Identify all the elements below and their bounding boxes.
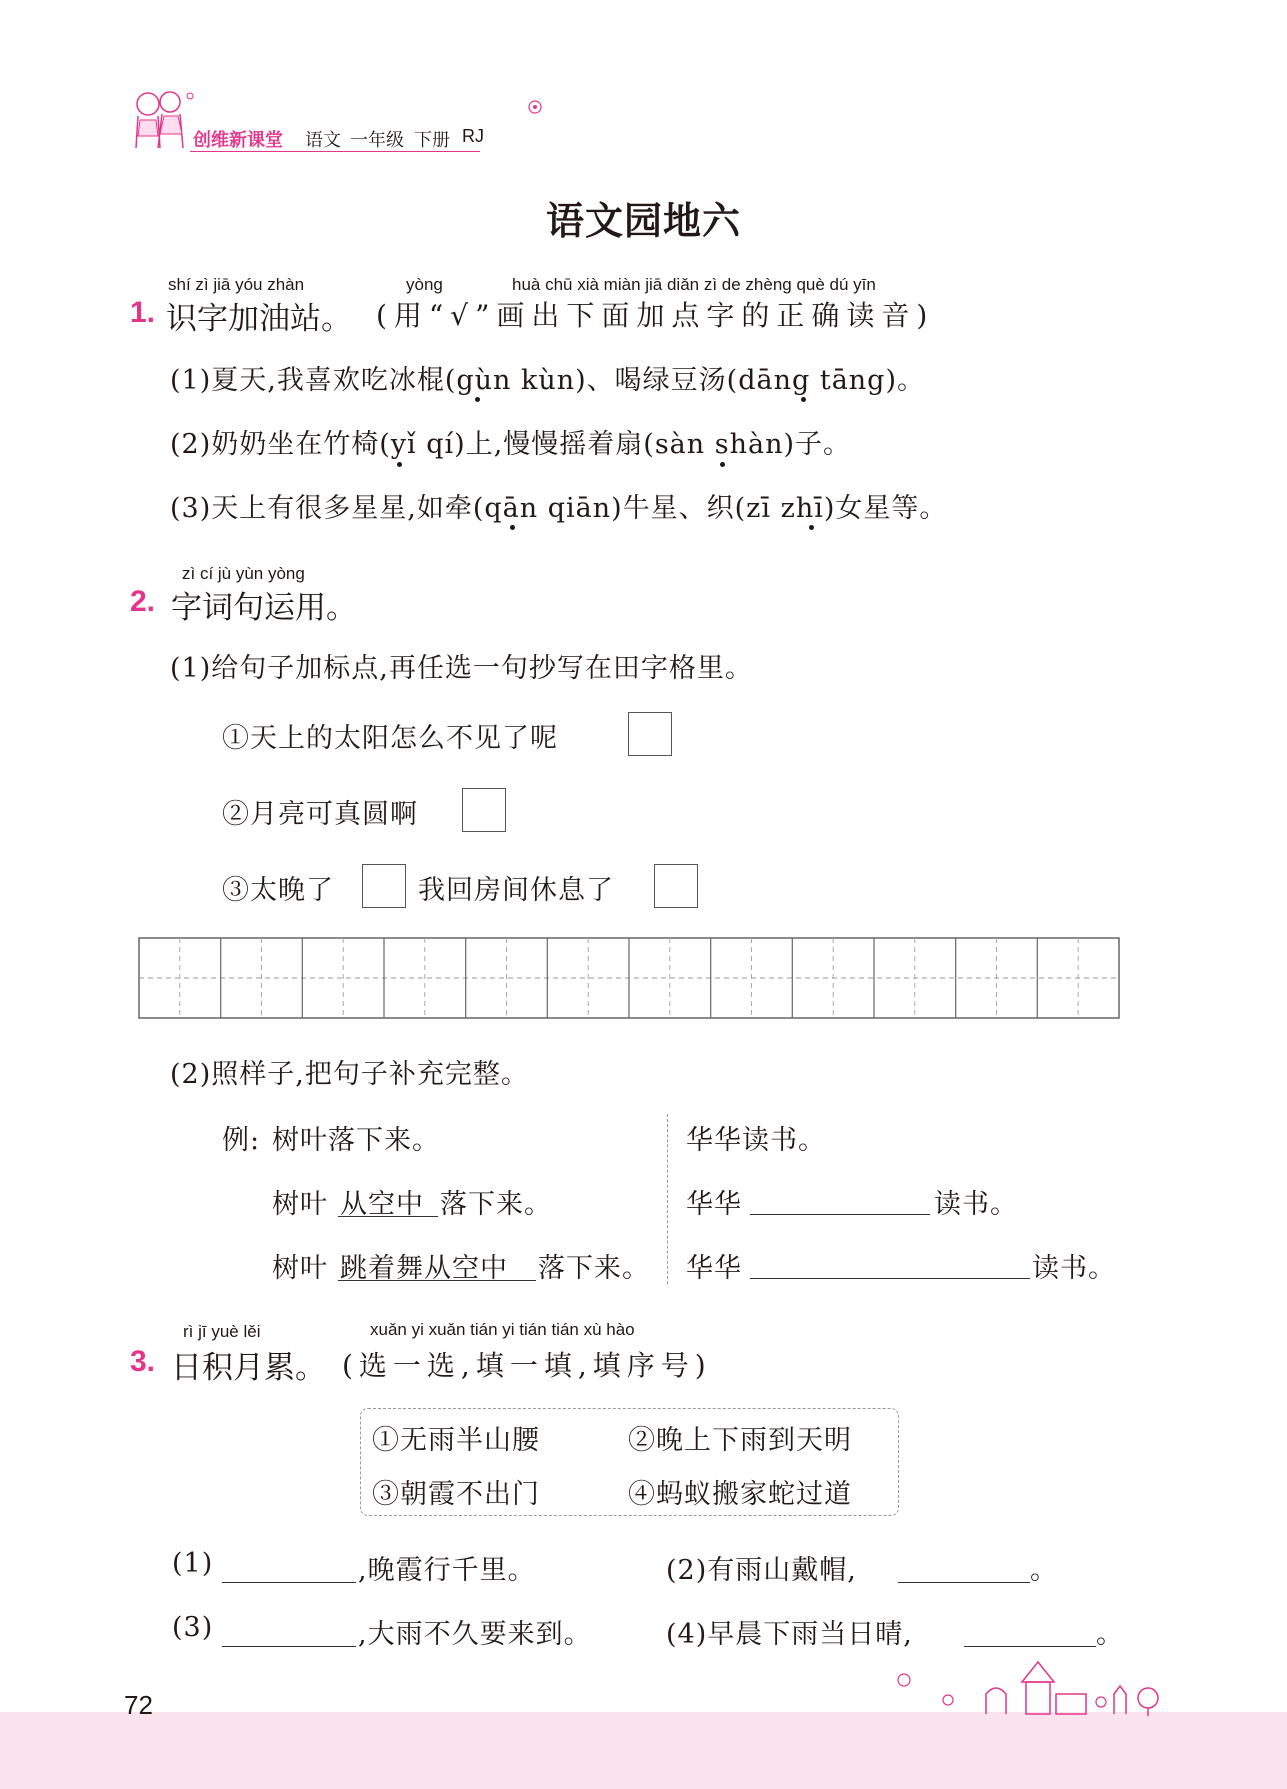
option-3: ③朝霞不出门: [372, 1479, 540, 1510]
header-edition: RJ: [462, 126, 484, 146]
q2-sentence-1: ①天上的太阳怎么不见了呢: [222, 723, 558, 754]
fill-1-pre: (1): [172, 1548, 214, 1579]
fill-2-pre: (2)有雨山戴帽,: [666, 1555, 857, 1586]
emphasis-dot: [475, 397, 480, 402]
tianzige-grid[interactable]: [138, 937, 1122, 1021]
header-divider: [190, 151, 480, 152]
punctuation-box[interactable]: [654, 864, 698, 908]
q1-instruction-pinyin: huà chū xià miàn jiā diǎn zì de zhèng què dú yīn: [512, 275, 876, 294]
practice-line-2-post: 读书。: [934, 1189, 1018, 1220]
emphasis-dot: [720, 462, 725, 467]
q2-part1-instruction: (1)给句子加标点,再任选一句抄写在田字格里。: [170, 653, 753, 684]
practice-line-2-pre: 华华: [686, 1189, 742, 1220]
column-divider: [667, 1114, 668, 1284]
fill-4-pre: (4)早晨下雨当日晴,: [666, 1619, 913, 1650]
q3-number: 3.: [130, 1345, 156, 1378]
example-line-3-underlined: 跳着舞从空中: [340, 1253, 508, 1284]
q1-title: 识字加油站。: [166, 301, 352, 336]
brand-name: 创维新课堂: [193, 130, 283, 150]
q2-sentence-3b: 我回房间休息了: [418, 875, 614, 906]
page-title: 语文园地六: [545, 201, 741, 243]
emphasis-dot: [801, 397, 806, 402]
punctuation-box[interactable]: [628, 712, 672, 756]
practice-line-3-pre: 华华: [686, 1253, 742, 1284]
fill-4-post: 。: [1096, 1619, 1124, 1650]
page-number: 72: [124, 1690, 153, 1720]
answer-blank[interactable]: [750, 1278, 1030, 1279]
q3-title-pinyin: rì jī yuè lěi: [183, 1322, 261, 1341]
answer-blank[interactable]: [222, 1582, 356, 1583]
example-label: 例:: [222, 1125, 261, 1156]
example-line-2-underlined: 从空中: [340, 1189, 424, 1220]
emphasis-dot: [809, 525, 814, 530]
q2-part2-instruction: (2)照样子,把句子补充完整。: [170, 1059, 529, 1090]
punctuation-box[interactable]: [362, 864, 406, 908]
example-line-2-post: 落下来。: [440, 1189, 552, 1220]
q3-title: 日积月累。: [171, 1350, 326, 1385]
q3-instruction-pinyin: xuǎn yi xuǎn tián yi tián tián xù hào: [370, 1320, 635, 1339]
example-line-1: 树叶落下来。: [272, 1125, 440, 1156]
emphasis-dot: [510, 525, 515, 530]
option-2: ②晚上下雨到天明: [628, 1425, 852, 1456]
underline: [338, 1216, 438, 1217]
q2-sentence-3a: ③太晚了: [222, 875, 334, 906]
header-volume: 下册: [414, 130, 450, 150]
answer-blank[interactable]: [964, 1646, 1096, 1647]
practice-line-3-post: 读书。: [1032, 1253, 1116, 1284]
fill-1-post: ,晚霞行千里。: [358, 1555, 536, 1586]
practice-line-1: 华华读书。: [686, 1125, 826, 1156]
footer-band: [0, 1712, 1287, 1789]
option-4: ④蚂蚁搬家蛇过道: [628, 1479, 852, 1510]
header-subject: 语文: [305, 130, 341, 150]
q1-item-1: (1)夏天,我喜欢吃冰棍(gùn kùn)、喝绿豆汤(dāng tāng)。: [170, 365, 926, 396]
example-line-2-pre: 树叶: [272, 1189, 328, 1220]
q1-number: 1.: [130, 296, 156, 329]
example-line-3-post: 落下来。: [538, 1253, 650, 1284]
q2-number: 2.: [130, 585, 156, 618]
punctuation-box[interactable]: [462, 788, 506, 832]
q2-title: 字词句运用。: [171, 590, 357, 625]
q1-title-pinyin: shí zì jiā yóu zhàn: [168, 275, 305, 294]
answer-blank[interactable]: [750, 1214, 930, 1215]
flower-icon: [525, 98, 545, 116]
q1-instruction: (用“√”画出下面加点字的正确读音): [376, 299, 935, 332]
example-line-3-pre: 树叶: [272, 1253, 328, 1284]
answer-blank[interactable]: [222, 1646, 356, 1647]
fill-3-pre: (3): [172, 1612, 214, 1643]
q2-sentence-2: ②月亮可真圆啊: [222, 799, 418, 830]
q1-item-2: (2)奶奶坐在竹椅(yǐ qí)上,慢慢摇着扇(sàn shàn)子。: [170, 429, 852, 460]
header-grade: 一年级: [350, 130, 404, 150]
option-1: ①无雨半山腰: [372, 1425, 540, 1456]
q1-item-3: (3)天上有很多星星,如牵(qān qiān)牛星、织(zī zhī)女星等。: [170, 493, 948, 524]
fill-2-post: 。: [1030, 1555, 1058, 1586]
emphasis-dot: [397, 462, 402, 467]
castle-illustration-icon: [886, 1654, 1166, 1718]
underline: [338, 1280, 536, 1281]
q2-title-pinyin: zì cí jù yùn yòng: [182, 564, 305, 583]
answer-blank[interactable]: [898, 1582, 1030, 1583]
q3-instruction: (选一选,填一填,填序号): [342, 1349, 712, 1382]
fill-3-post: ,大雨不久要来到。: [358, 1619, 592, 1650]
q1-pinyin-yong: yòng: [406, 275, 443, 294]
